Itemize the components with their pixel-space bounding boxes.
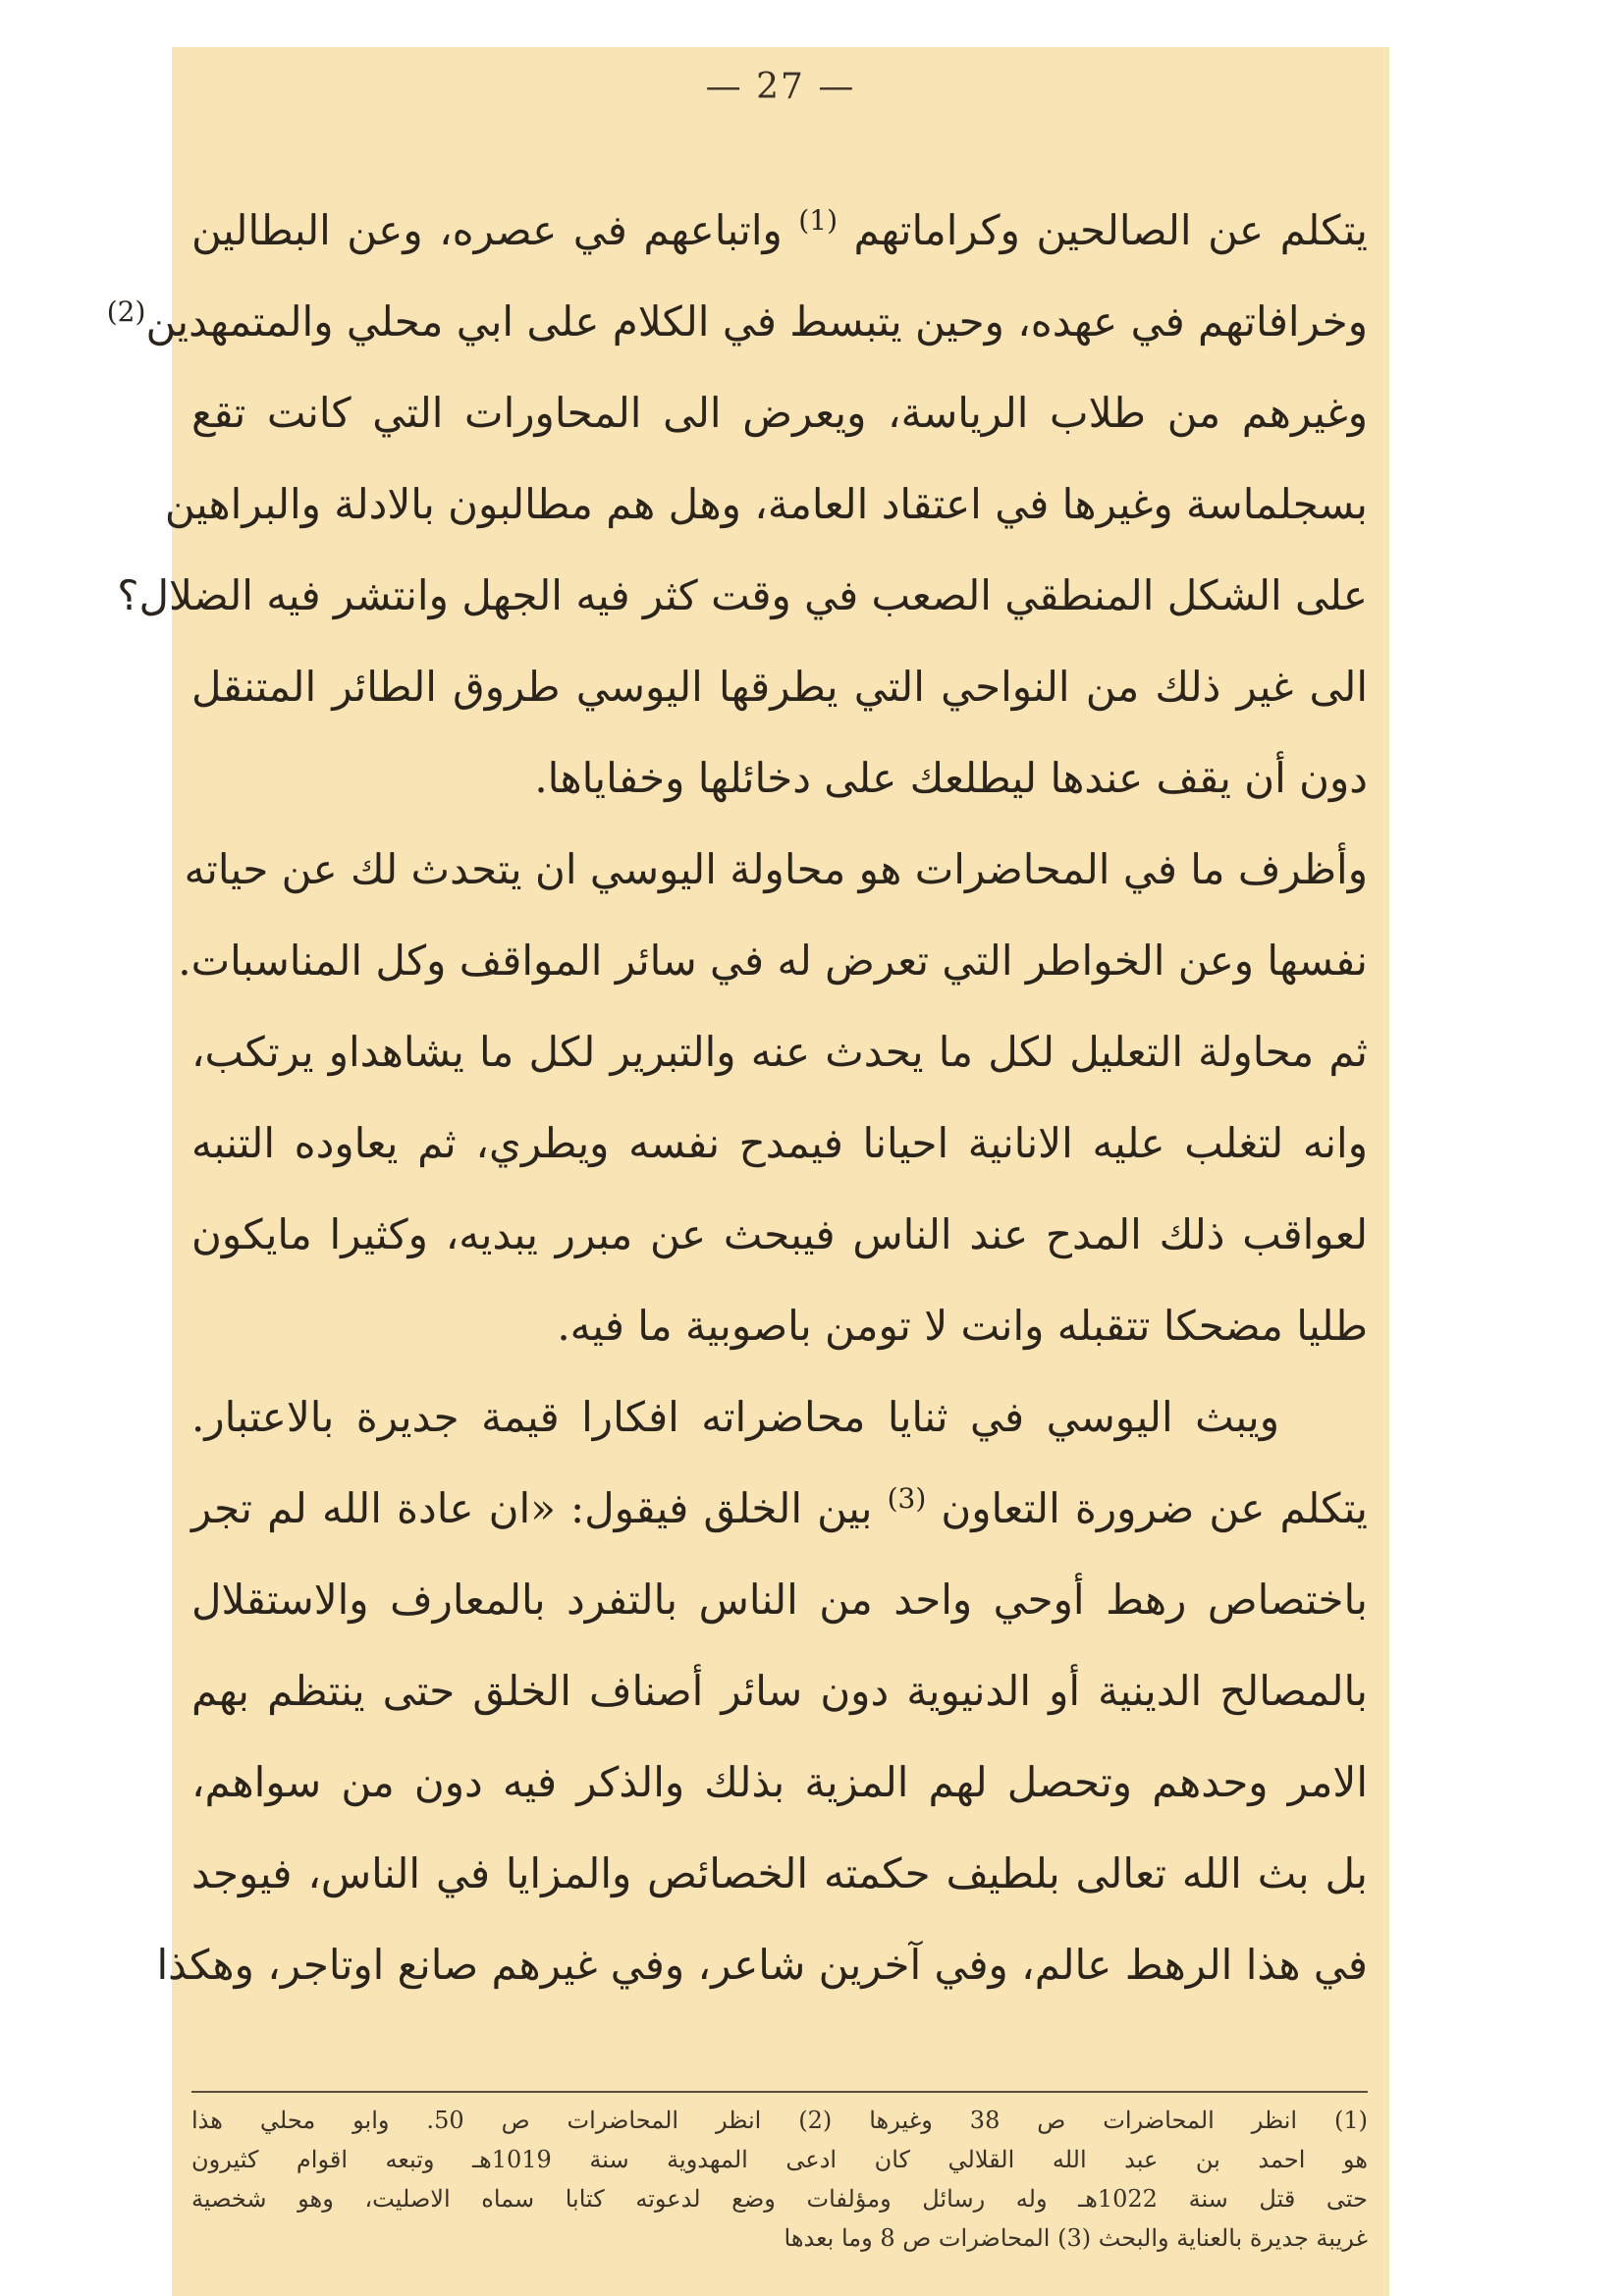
line-text: وغيرهم من طلاب الرياسة، ويعرض الى المحاورات التي كانت تقع — [191, 389, 1368, 437]
body-text — [106, 185, 1368, 2010]
line-text: بين الخلق فيقول: «ان عادة الله لم تجر — [191, 1484, 888, 1532]
line-text: وأظرف ما في المحاضرات هو محاولة اليوسي ان يتحدث لك عن حياته — [184, 845, 1368, 893]
text-line — [191, 1554, 1368, 1645]
line-text: ثم محاولة التعليل لكل ما يحدث عنه والتبرير لكل ما يشاهداو يرتكب، — [191, 1028, 1368, 1076]
text-line — [191, 1645, 1368, 1736]
line-text: على الشكل المنطقي الصعب في وقت كثر فيه الجهل وانتشر فيه الضلال؟ — [117, 571, 1368, 619]
footnote-reference: (3) — [887, 1482, 927, 1515]
footnote-divider — [191, 2091, 1368, 2093]
line-text: نفسها وعن الخواطر التي تعرض له في سائر المواقف وكل المناسبات. — [178, 936, 1368, 985]
line-text: وخرافاتهم في عهده، وحين يتبسط في الكلام على ابي محلي والمتمهدين — [145, 297, 1368, 346]
line-text: في هذا الرهط عالم، وفي آخرين شاعر، وفي غيرهم صانع اوتاجر، وهكذا — [156, 1941, 1368, 1989]
text-line — [178, 915, 1368, 1006]
text-line — [191, 641, 1368, 732]
text-line — [106, 276, 1368, 367]
text-line — [191, 732, 1368, 824]
text-line — [191, 185, 1368, 276]
line-text: لعواقب ذلك المدح عند الناس فيبحث عن مبرر يبديه، وكثيرا مايكون — [191, 1210, 1368, 1258]
text-line — [164, 458, 1368, 550]
footnote-line: (1) انظر المحاضرات ص 38 وغيرها (2) انظر المحاضرات ص 50. وابو محلي هذا — [191, 2107, 1369, 2134]
line-text: يتكلم عن ضرورة التعاون — [926, 1484, 1368, 1532]
text-line — [191, 1736, 1368, 1828]
line-text: طليا مضحكا تتقبله وانت لا تومن باصوبية ما فيه. — [557, 1302, 1368, 1350]
line-text: بل بث الله تعالى بلطيف حكمته الخصائص والمزايا في الناس، فيوجد — [191, 1849, 1368, 1897]
line-text: الامر وحدهم وتحصل لهم المزية بذلك والذكر فيه دون من سواهم، — [191, 1758, 1368, 1806]
text-line — [191, 1006, 1368, 1097]
footnote-reference: (2) — [106, 295, 146, 328]
line-text: بسجلماسة وغيرها في اعتقاد العامة، وهل هم مطالبون بالادلة والبراهين — [164, 480, 1368, 528]
text-line — [191, 367, 1368, 458]
text-line — [117, 550, 1368, 641]
line-text: واتباعهم في عصره، وعن البطالين — [191, 206, 799, 254]
text-line — [156, 1919, 1368, 2010]
text-line — [191, 1097, 1368, 1189]
line-text: ويبث اليوسي في ثنايا محاضراته افكارا قيمة جديرة بالاعتبار. — [191, 1393, 1279, 1441]
text-line — [191, 1371, 1368, 1463]
text-line — [191, 1189, 1368, 1280]
text-line — [191, 1463, 1368, 1554]
footnote-line: هو احمد بن عبد الله القلالي كان ادعى المهدوية سنة 1019هـ وتبعه اقوام كثيرون — [191, 2146, 1368, 2173]
footnote-reference: (1) — [798, 204, 838, 237]
text-line — [191, 1280, 1368, 1371]
text-line — [184, 824, 1368, 915]
footnote-line: حتى قتل سنة 1022هـ وله رسائل ومؤلفات وضع لدعوته كتابا سماه الاصليت، وهو شخصية — [191, 2185, 1368, 2213]
line-text: بالمصالح الدينية أو الدنيوية دون سائر أصناف الخلق حتى ينتظم بهم — [191, 1667, 1368, 1715]
footnote-line: غريبة جديرة بالعناية والبحث (3) المحاضرات ص 8 وما بعدها — [784, 2224, 1368, 2252]
line-text: وانه لتغلب عليه الانانية احيانا فيمدح نفسه ويطري، ثم يعاوده التنبه — [191, 1119, 1368, 1167]
book-page — [106, 47, 1389, 2296]
line-text: الى غير ذلك من النواحي التي يطرقها اليوسي طروق الطائر المتنقل — [191, 663, 1368, 711]
footnotes — [191, 2101, 1368, 2258]
line-text: يتكلم عن الصالحين وكراماتهم — [838, 206, 1368, 254]
line-text: باختصاص رهط أوحي واحد من الناس بالتفرد بالمعارف والاستقلال — [191, 1575, 1368, 1624]
text-line — [191, 1828, 1368, 1919]
page-number: — 27 — — [705, 67, 856, 107]
line-text: دون أن يقف عندها ليطلعك على دخائلها وخفاياها. — [534, 754, 1368, 802]
